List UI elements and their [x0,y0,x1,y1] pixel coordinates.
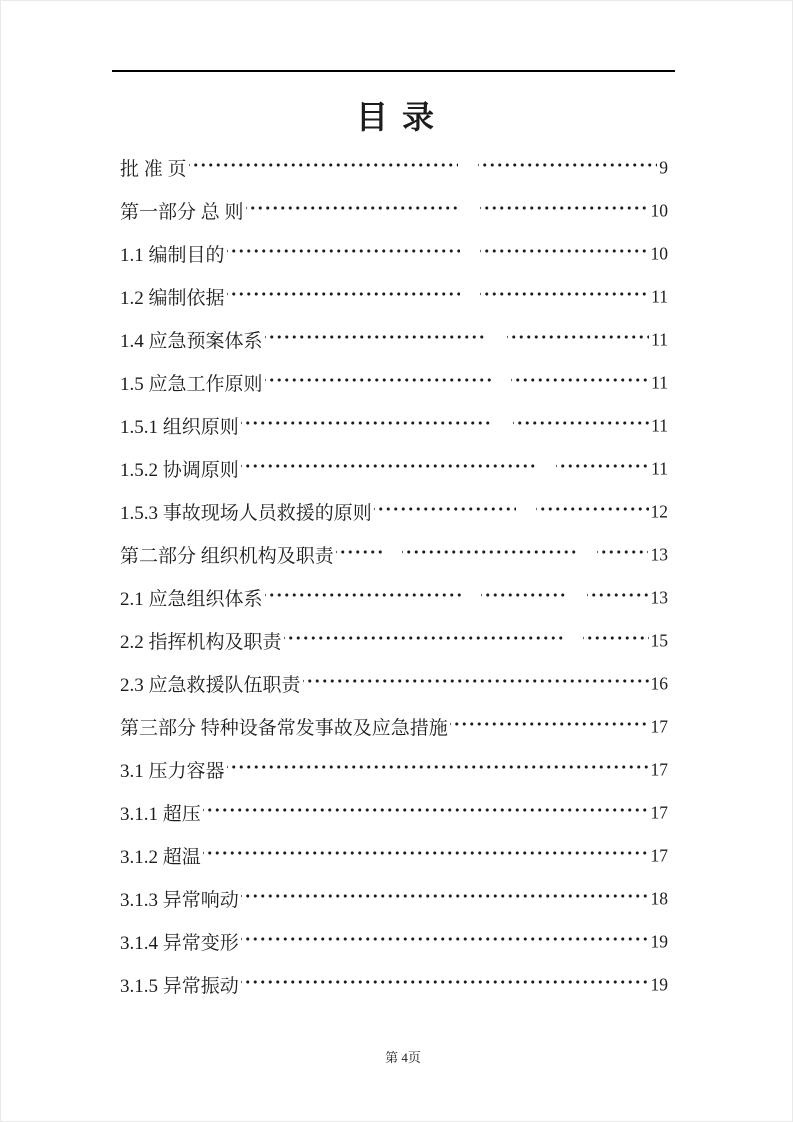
toc-entry-page: 9 [659,157,668,178]
dot-leader [303,677,649,685]
leader-dots [203,806,649,814]
leader-gap [382,548,402,556]
toc-entry [112,748,675,791]
dot-leader [241,978,649,986]
leader-dots [227,247,460,255]
toc-entry-page: 13 [650,544,668,565]
toc-entry-label: 2.1 应急组织体系 [120,589,263,610]
leader-gap [460,290,480,298]
toc-entry-page: 10 [650,200,668,221]
leader-dots [246,204,460,212]
toc-entry-page: 19 [650,931,668,952]
toc-entry [112,791,675,834]
toc-entry-page: 12 [650,501,668,522]
leader-gap [487,333,507,341]
leader-dots [227,290,461,298]
toc-entry-label: 3.1.5 异常振动 [120,976,239,997]
leader-dots [480,290,649,298]
leader-dots [374,505,517,513]
leader-dots [241,978,649,986]
toc-entry [112,447,675,490]
toc-entry-label: 第三部分 特种设备常发事故及应急措施 [120,718,448,739]
dot-leader [203,806,649,814]
toc-entry-label: 1.5 应急工作原则 [120,374,263,395]
leader-gap [493,419,513,427]
dot-leader [227,247,649,255]
leader-dots [536,505,648,513]
toc-entry [112,920,675,963]
toc-entry-page: 16 [650,673,668,694]
toc-entry [112,834,675,877]
toc-entry-page: 11 [651,329,668,350]
dot-leader [241,419,649,427]
leader-dots [227,763,649,771]
toc-entry-label: 3.1.3 异常响动 [120,890,239,911]
toc-entry-page: 18 [650,888,668,909]
toc-entry [112,318,675,361]
toc-entry-label: 3.1 压力容器 [120,761,225,782]
dot-leader [336,548,649,556]
leader-dots [189,161,458,169]
toc-entry-label: 2.2 指挥机构及职责 [120,632,282,653]
leader-gap [563,634,583,642]
dot-leader [241,935,649,943]
leader-dots [597,548,649,556]
toc-list [112,146,675,1006]
toc-entry-label: 第一部分 总 则 [120,202,244,223]
toc-entry-page: 11 [651,286,668,307]
toc-entry-page: 13 [650,587,668,608]
dot-leader [265,333,650,341]
leader-gap [516,505,536,513]
leader-gap [458,161,478,169]
toc-entry [112,189,675,232]
toc-entry [112,662,675,705]
leader-gap [461,591,481,599]
toc-entry-page: 11 [651,415,668,436]
leader-dots [241,892,649,900]
toc-entry-label: 批 准 页 [120,159,187,180]
page-footer [0,1031,793,1082]
leader-gap [567,591,587,599]
leader-gap [460,247,480,255]
toc-entry-label: 2.3 应急救援队伍职责 [120,675,301,696]
page-number-label: 第 4页 [385,1050,421,1065]
dot-leader [189,161,658,169]
dot-leader [246,204,649,212]
toc-title: 目 录 [355,99,437,135]
toc-entry [112,576,675,619]
leader-dots [303,677,649,685]
leader-dots [336,548,382,556]
leader-dots [480,204,649,212]
toc-entry-label: 1.2 编制依据 [120,288,225,309]
leader-dots [450,720,649,728]
toc-entry-page: 11 [651,458,668,479]
leader-gap [491,376,511,384]
toc-entry-page: 17 [650,759,668,780]
toc-entry [112,361,675,404]
leader-dots [478,161,658,169]
toc-entry-page: 11 [651,372,668,393]
dot-leader [227,290,650,298]
toc-entry [112,877,675,920]
toc-entry [112,232,675,275]
dot-leader [265,376,650,384]
toc-entry-page: 17 [650,845,668,866]
leader-gap [460,204,480,212]
toc-entry [112,619,675,662]
leader-dots [265,333,487,341]
toc-entry [112,146,675,189]
toc-entry-page: 17 [650,802,668,823]
leader-dots [265,376,491,384]
leader-dots [241,935,649,943]
leader-dots [203,849,649,857]
dot-leader [374,505,649,513]
toc-entry-label: 1.4 应急预案体系 [120,331,263,352]
toc-entry [112,533,675,576]
toc-entry-page: 15 [650,630,668,651]
leader-dots [513,419,649,427]
toc-entry [112,705,675,748]
toc-entry-label: 1.1 编制目的 [120,245,225,266]
dot-leader [227,763,649,771]
dot-leader [241,892,649,900]
leader-dots [556,462,649,470]
toc-entry [112,275,675,318]
leader-dots [481,591,567,599]
leader-dots [507,333,649,341]
toc-entry-label: 1.5.3 事故现场人员救援的原则 [120,503,372,524]
toc-entry-page: 17 [650,716,668,737]
toc-entry-label: 1.5.1 组织原则 [120,417,239,438]
toc-entry [112,963,675,1006]
toc-entry-page: 19 [650,974,668,995]
leader-dots [284,634,563,642]
leader-dots [583,634,649,642]
toc-entry-label: 3.1.1 超压 [120,804,201,825]
leader-dots [511,376,650,384]
dot-leader [284,634,649,642]
leader-dots [587,591,649,599]
dot-leader [450,720,649,728]
toc-entry-label: 1.5.2 协调原则 [120,460,239,481]
toc-entry [112,404,675,447]
dot-leader [203,849,649,857]
leader-gap [536,462,556,470]
leader-dots [402,548,577,556]
leader-dots [241,419,493,427]
leader-gap [577,548,597,556]
header-rule [112,70,675,72]
toc-entry-label: 第二部分 组织机构及职责 [120,546,334,567]
toc-entry [112,490,675,533]
dot-leader [265,591,649,599]
toc-entry-label: 3.1.4 异常变形 [120,933,239,954]
toc-entry-label: 3.1.2 超温 [120,847,201,868]
toc-entry-page: 10 [650,243,668,264]
leader-dots [480,247,649,255]
dot-leader [241,462,649,470]
leader-dots [265,591,461,599]
leader-dots [241,462,536,470]
